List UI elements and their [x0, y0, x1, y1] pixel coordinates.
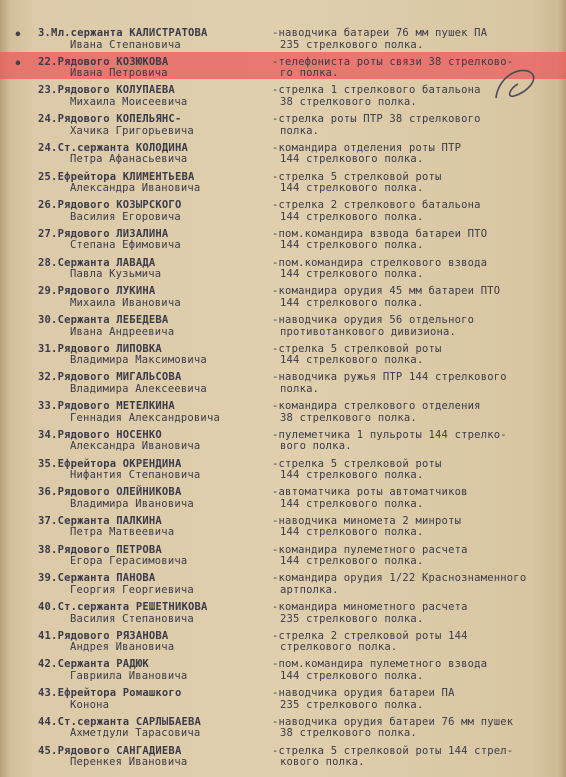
soldier-name-continuation: Егора Герасимовича	[70, 555, 188, 568]
soldier-position-continuation: 38 стрелкового полка.	[280, 411, 417, 424]
soldier-name-continuation: Ивана Андреевича	[70, 325, 175, 338]
soldier-position-line: -стрелка 2 стрелковой роты 144	[272, 629, 468, 642]
soldier-name-line: 25.Ефрейтора КЛИМЕНТЬЕВА	[38, 170, 195, 183]
soldier-position-continuation: 144 стрелкового полка.	[280, 153, 424, 166]
soldier-position-line: -стрелка 2 стрелкового батальона	[272, 199, 481, 212]
soldier-name-continuation: Перенкея Ивановича	[70, 756, 188, 768]
soldier-name-line: 24.Ст.сержанта КОЛОДИНА	[38, 141, 188, 154]
soldier-name-line: 34.Рядового НОСЕНКО	[38, 428, 162, 441]
soldier-position-line: -пулеметчика 1 пульроты 144 стрелко-	[272, 428, 507, 441]
soldier-position-line: -командира орудия 45 мм батареи ПТО	[272, 285, 501, 298]
soldier-position-line: -наводчика орудия батареи ПА	[272, 687, 455, 700]
soldier-name-line: 38.Рядового ПЕТРОВА	[38, 543, 162, 556]
soldier-position-continuation: 144 стрелкового полка.	[280, 296, 424, 309]
soldier-name-line: 30.Сержанта ЛЕБЕДЕВА	[38, 314, 169, 326]
soldier-name-continuation: Павла Кузьмича	[70, 268, 162, 281]
soldier-position-line: -пом.командира стрелкового взвода	[272, 256, 488, 269]
soldier-name-line: 26.Рядового КОЗЫРСКОГО	[38, 199, 182, 212]
soldier-name-line: 32.Рядового МИГАЛЬСОВА	[38, 371, 182, 384]
soldier-position-continuation: 144 стрелкового полка.	[280, 669, 424, 682]
soldier-name-line: 36.Рядового ОЛЕЙНИКОВА	[38, 486, 182, 499]
soldier-position-line: -пом.командира взвода батареи ПТО	[272, 227, 488, 240]
soldier-name-line: 29.Рядового ЛУКИНА	[38, 285, 156, 298]
soldier-position-continuation: 144 стрелкового полка.	[280, 526, 424, 539]
soldier-position-continuation: 144 стрелкового полка.	[280, 555, 424, 568]
soldier-name-line: 42.Сержанта РАДЮК	[38, 658, 149, 671]
soldier-name-continuation: Ивана Петровича	[70, 67, 168, 80]
soldier-name-line: 45.Рядового САНГАДИЕВА	[38, 744, 182, 757]
soldier-name-continuation: Владимира Алексеевича	[70, 382, 207, 395]
soldier-name-line: 23.Рядового КОЛУПАЕВА	[38, 84, 175, 97]
soldier-position-line: -командира стрелкового отделения	[272, 400, 481, 413]
soldier-name-line: 39.Сержанта ПАНОВА	[38, 572, 156, 585]
soldier-position-continuation: 144 стрелкового полка.	[280, 239, 424, 252]
soldier-name-line: 43.Ефрейтора Ромашкого	[38, 687, 182, 700]
soldier-name-continuation: Василия Степановича	[70, 612, 194, 625]
soldier-position-continuation: стрелкового полка.	[280, 641, 398, 654]
handwritten-mark	[488, 58, 548, 118]
soldier-name-line: 35.Ефрейтора ОКРЕНДИНА	[38, 457, 182, 470]
soldier-name-line: 40.Ст.сержанта РЕШЕТНИКОВА	[38, 601, 208, 613]
soldier-name-continuation: Владимира Ивановича	[70, 497, 194, 510]
soldier-name-continuation: Ахметдули Тарасовича	[70, 727, 201, 740]
soldier-position-line: -стрелка 5 стрелковой роты 144 стрел-	[272, 744, 514, 757]
soldier-name-line: 3.Мл.сержанта КАЛИСТРАТОВА	[38, 27, 208, 39]
soldier-position-continuation: 235 стрелкового полка.	[280, 38, 424, 51]
soldier-position-line: -наводчика орудия батареи 76 мм пушек	[272, 715, 514, 728]
soldier-position-line: -командира отделения роты ПТР	[272, 141, 462, 154]
soldier-position-continuation: 235 стрелкового полка.	[280, 612, 424, 625]
soldier-position-line: -наводчика батареи 76 мм пушек ПА	[272, 27, 488, 39]
soldier-name-continuation: Ивана Степановича	[70, 38, 181, 51]
soldier-name-continuation: Василия Егоровича	[70, 210, 181, 223]
soldier-position-line: -телефониста роты связи 38 стрелково-	[272, 55, 514, 68]
soldier-position-line: -командира орудия 1/22 Краснознаменного	[272, 572, 527, 585]
soldier-position-line: -наводчика ружья ПТР 144 стрелкового	[272, 371, 507, 384]
soldier-name-continuation: Геннадия Александровича	[70, 411, 220, 424]
soldier-name-continuation: Конона	[70, 698, 110, 711]
soldier-name-line: 24.Рядового КОПЕЛЬЯНС-	[38, 113, 182, 126]
soldier-name-line: 27.Рядового ЛИЗАЛИНА	[38, 227, 169, 240]
soldier-position-line: -командира минометного расчета	[272, 601, 468, 613]
soldier-name-continuation: Александра Ивановича	[70, 440, 201, 453]
page-right-edge	[556, 0, 566, 777]
soldier-position-continuation: противотанкового дивизиона.	[280, 325, 457, 338]
soldier-position-continuation: полка.	[280, 124, 320, 137]
soldier-position-continuation: артполка.	[280, 583, 339, 596]
soldier-name-line: 44.Ст.сержанта САРЛЫБАЕВА	[38, 715, 202, 728]
soldier-position-line: -автоматчика роты автоматчиков	[272, 486, 468, 499]
soldier-position-continuation: кового полка.	[280, 756, 365, 768]
page-left-edge	[0, 0, 10, 777]
soldier-position-continuation: полка.	[280, 382, 320, 395]
soldier-position-line: -наводчика орудия 56 отдельного	[272, 314, 475, 326]
soldier-name-line: 41.Рядового РЯЗАНОВА	[38, 629, 169, 642]
soldier-name-continuation: Александра Ивановича	[70, 182, 201, 194]
soldier-position-continuation: 144 стрелкового полка.	[280, 210, 424, 223]
soldier-name-continuation: Андрея Ивановича	[70, 641, 175, 654]
soldier-name-continuation: Хачика Григорьевича	[70, 124, 194, 137]
soldier-name-continuation: Георгия Георгиевича	[70, 583, 194, 596]
soldier-name-continuation: Петра Афанасьевича	[70, 153, 188, 166]
soldier-position-continuation: 144 стрелкового полка.	[280, 354, 424, 367]
soldier-position-line: -стрелка 5 стрелковой роты	[272, 342, 442, 355]
soldier-position-continuation: 144 стрелкового полка.	[280, 182, 424, 194]
soldier-position-continuation: 144 стрелкового полка.	[280, 497, 424, 510]
soldier-name-line: 22.Рядового КОЗЮКОВА	[38, 55, 169, 68]
soldier-position-line: -стрелка роты ПТР 38 стрелкового	[272, 113, 481, 126]
soldier-position-continuation: 235 стрелкового полка.	[280, 698, 424, 711]
soldier-name-continuation: Нифантия Степановича	[70, 469, 201, 481]
soldier-position-line: -стрелка 5 стрелковой роты	[272, 457, 442, 470]
bullet-mark: •	[14, 57, 22, 72]
soldier-name-continuation: Степана Ефимовича	[70, 239, 181, 252]
soldier-position-continuation: 38 стрелкового полка.	[280, 95, 417, 108]
soldier-position-continuation: 144 стрелкового полка.	[280, 268, 424, 281]
bullet-mark: •	[14, 28, 22, 43]
soldier-name-line: 33.Рядового МЕТЕЛКИНА	[38, 400, 175, 413]
soldier-position-continuation: вого полка.	[280, 440, 352, 453]
soldier-position-line: -командира пулеметного расчета	[272, 543, 468, 556]
soldier-name-continuation: Михаила Моисеевича	[70, 95, 188, 108]
soldier-name-continuation: Владимира Максимовича	[70, 354, 207, 367]
soldier-name-continuation: Гавриила Ивановича	[70, 669, 188, 682]
soldier-position-line: -наводчика миномета 2 минроты	[272, 514, 462, 527]
soldier-position-line: -стрелка 1 стрелкового батальона	[272, 84, 481, 97]
soldier-name-line: 37.Сержанта ПАЛКИНА	[38, 514, 162, 527]
soldier-name-line: 28.Сержанта ЛАВАДА	[38, 256, 156, 269]
soldier-name-line: 31.Рядового ЛИПОВКА	[38, 342, 162, 355]
soldier-name-continuation: Петра Матвеевича	[70, 526, 175, 539]
soldier-position-continuation: 38 стрелкового полка.	[280, 727, 417, 740]
soldier-position-continuation: го полка.	[280, 67, 339, 80]
soldier-position-continuation: 144 стрелкового полка.	[280, 469, 424, 481]
soldier-name-continuation: Михаила Ивановича	[70, 296, 181, 309]
soldier-position-line: -стрелка 5 стрелковой роты	[272, 170, 442, 183]
soldier-position-line: -пом.командира пулеметного взвода	[272, 658, 488, 671]
